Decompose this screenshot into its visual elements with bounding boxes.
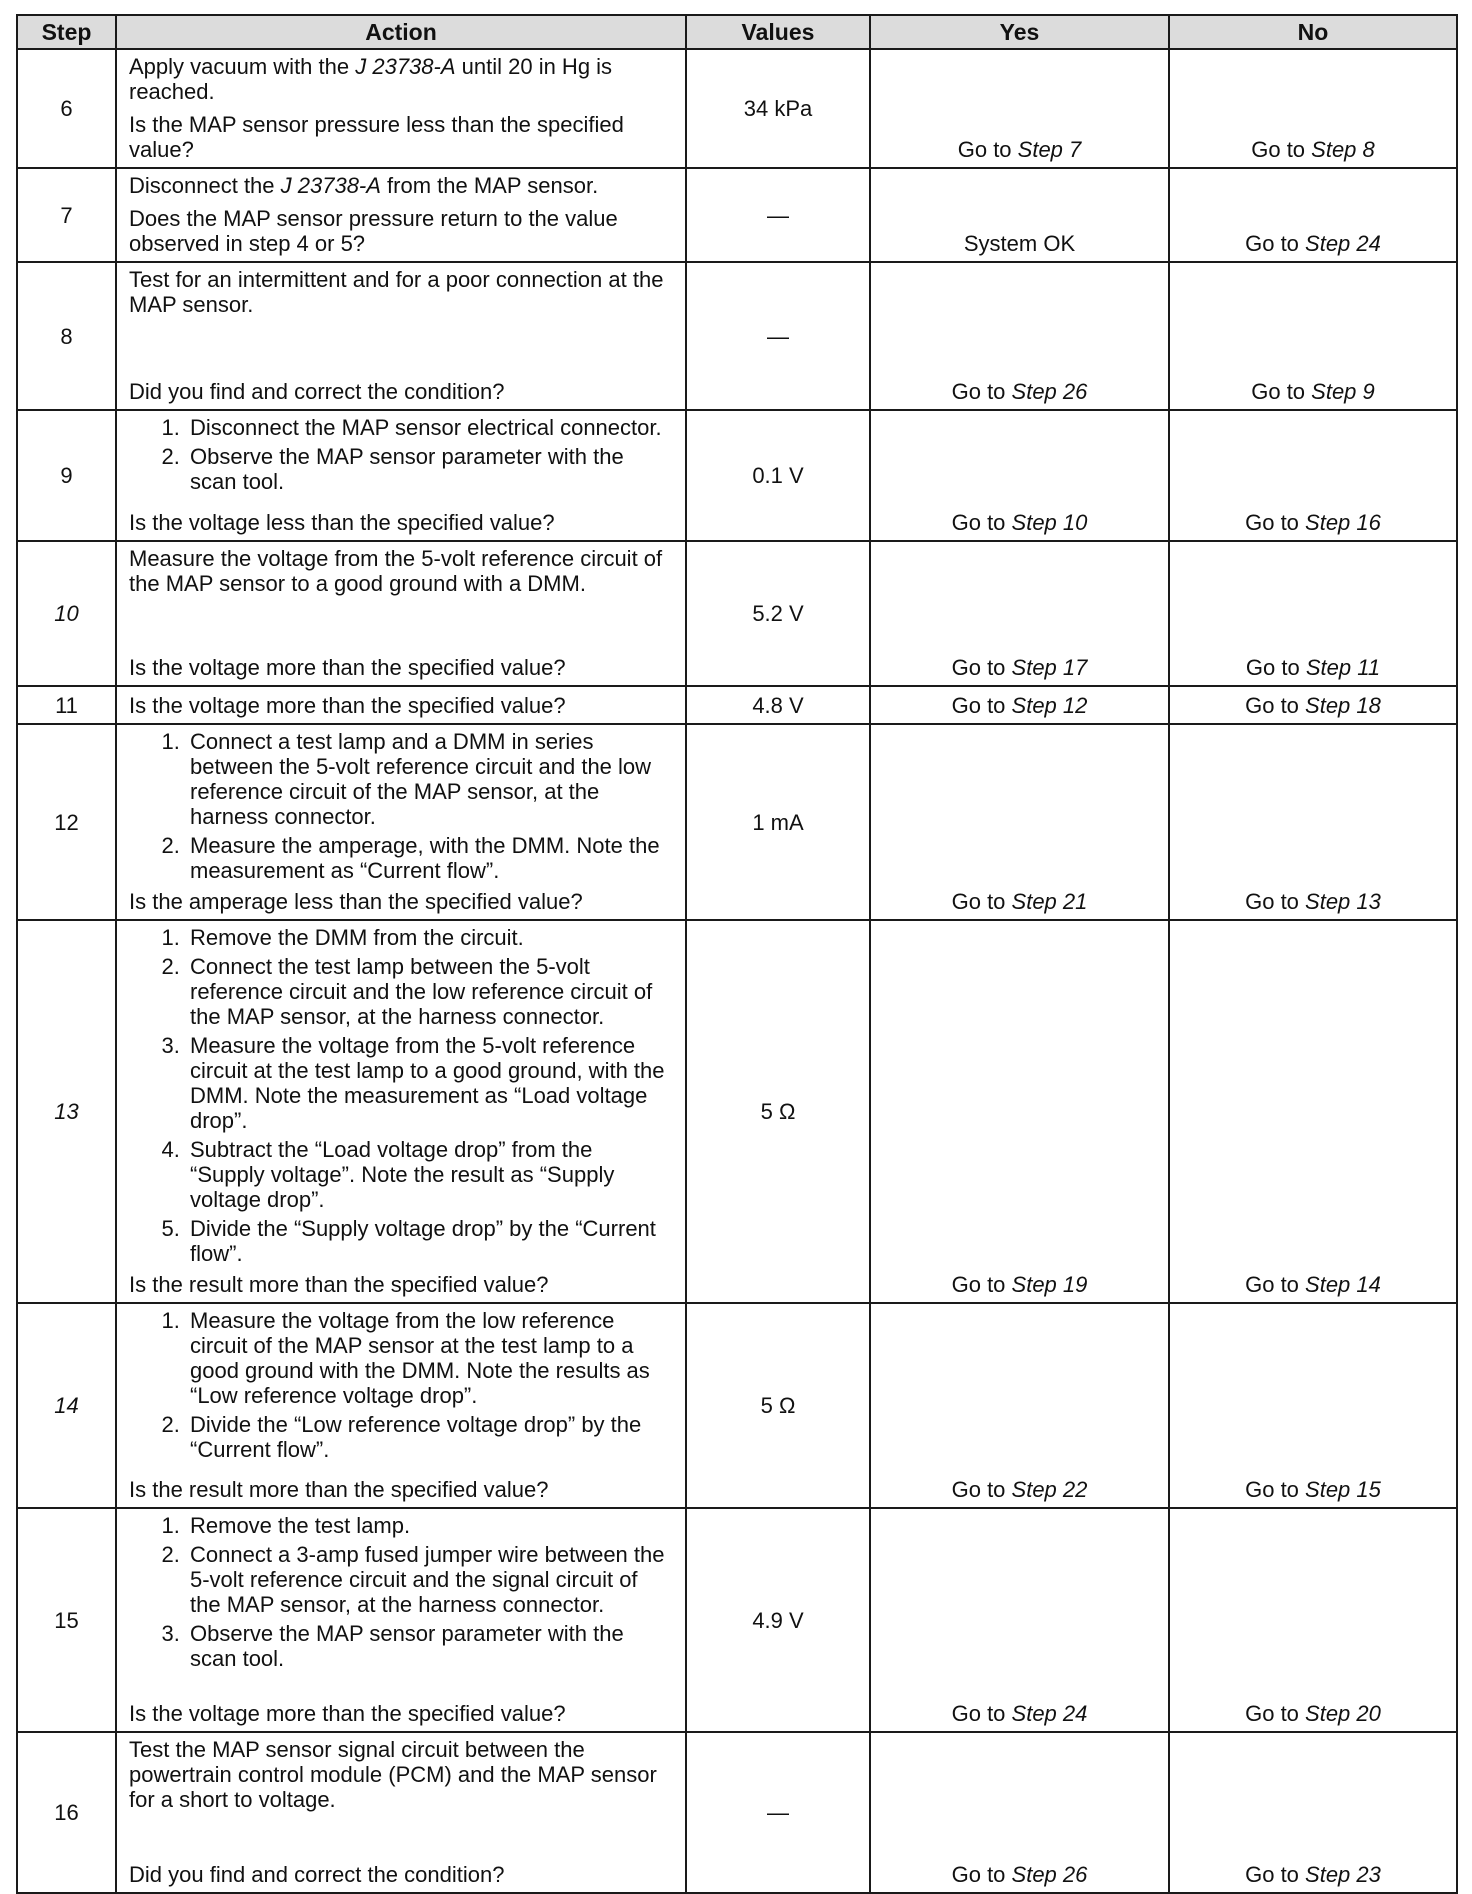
action-steps-list xyxy=(129,729,673,883)
action-question: Did you find and correct the condition? xyxy=(129,379,505,404)
yes-prefix: Go to xyxy=(951,379,1012,404)
yes-step-ref: Step 22 xyxy=(1011,1477,1088,1502)
header-action: Action xyxy=(116,15,686,49)
step-no-target xyxy=(1169,1508,1457,1732)
action-question: Is the result more than the specified value? xyxy=(129,1477,549,1502)
step-row xyxy=(17,541,1457,686)
no-prefix: Go to xyxy=(1245,693,1306,718)
yes-step-ref: Step 7 xyxy=(1017,137,1082,162)
no-prefix: Go to xyxy=(1251,379,1312,404)
step-yes-target xyxy=(870,541,1169,686)
step-no-target xyxy=(1169,724,1457,920)
step-row xyxy=(17,49,1457,168)
diagnostic-table xyxy=(16,14,1458,1894)
no-prefix: Go to xyxy=(1245,1272,1306,1297)
yes-step-ref: Step 17 xyxy=(1011,655,1088,680)
step-action xyxy=(116,49,686,168)
action-step-item: 1. Measure the voltage from the low reference circuit of the MAP sensor at the test lamp to a good ground with the DMM. Note the results as “Low reference voltage drop”. xyxy=(186,1308,673,1408)
action-question: Is the result more than the specified value? xyxy=(129,1272,549,1297)
step-no-target xyxy=(1169,410,1457,541)
no-step-ref: Step 20 xyxy=(1305,1701,1381,1726)
header-yes: Yes xyxy=(870,15,1169,49)
action-steps-list xyxy=(129,415,673,494)
step-no-target xyxy=(1169,168,1457,262)
tool-reference: J 23738-A xyxy=(280,173,381,198)
yes-prefix: Go to xyxy=(957,137,1018,162)
step-number: 8 xyxy=(17,262,116,410)
step-value: 1 mA xyxy=(686,724,870,920)
step-action xyxy=(116,168,686,262)
step-value: 5 Ω xyxy=(686,1303,870,1508)
step-row xyxy=(17,410,1457,541)
step-number: 10 xyxy=(17,541,116,686)
step-yes-target xyxy=(870,724,1169,920)
action-text: until 20 in Hg is reached. xyxy=(129,54,613,104)
action-instruction xyxy=(129,54,673,104)
step-number: 13 xyxy=(17,920,116,1303)
step-no-target xyxy=(1169,262,1457,410)
step-yes-target xyxy=(870,1303,1169,1508)
tool-reference: J 23738-A xyxy=(355,54,456,79)
action-steps-list xyxy=(129,925,673,1266)
step-yes-target xyxy=(870,686,1169,724)
no-step-ref: Step 18 xyxy=(1305,693,1381,718)
action-instruction: Test for an intermittent and for a poor connection at the MAP sensor. xyxy=(129,267,664,317)
step-action xyxy=(116,1732,686,1893)
step-row xyxy=(17,1508,1457,1732)
step-row xyxy=(17,686,1457,724)
header-values: Values xyxy=(686,15,870,49)
action-step-item: 2. Measure the amperage, with the DMM. Note the measurement as “Current flow”. xyxy=(186,833,673,883)
header-no: No xyxy=(1169,15,1457,49)
step-value: 5.2 V xyxy=(686,541,870,686)
action-step-item: 4. Subtract the “Load voltage drop” from the “Supply voltage”. Note the result as “Supply voltage drop”. xyxy=(186,1137,673,1212)
step-number: 15 xyxy=(17,1508,116,1732)
yes-prefix: Go to xyxy=(951,889,1012,914)
no-step-ref: Step 8 xyxy=(1311,137,1375,162)
action-text: from the MAP sensor. xyxy=(380,173,599,198)
step-no-target xyxy=(1169,920,1457,1303)
yes-prefix: Go to xyxy=(951,693,1012,718)
step-row xyxy=(17,920,1457,1303)
step-no-target xyxy=(1169,49,1457,168)
yes-prefix: Go to xyxy=(951,1272,1012,1297)
step-action xyxy=(116,410,686,541)
header-step: Step xyxy=(17,15,116,49)
yes-prefix: Go to xyxy=(951,1477,1012,1502)
step-action xyxy=(116,262,686,410)
no-step-ref: Step 24 xyxy=(1305,231,1381,256)
step-number: 12 xyxy=(17,724,116,920)
action-instruction: Measure the voltage from the 5-volt reference circuit of the MAP sensor to a good ground with a DMM. xyxy=(129,546,663,596)
action-question: Is the MAP sensor pressure less than the specified value? xyxy=(129,112,624,162)
action-step-item: 5. Divide the “Supply voltage drop” by the “Current flow”. xyxy=(186,1216,673,1266)
step-value: 4.8 V xyxy=(686,686,870,724)
step-row xyxy=(17,724,1457,920)
action-step-item: 1. Remove the test lamp. xyxy=(186,1513,673,1538)
step-no-target xyxy=(1169,541,1457,686)
no-step-ref: Step 23 xyxy=(1305,1862,1381,1887)
no-prefix: Go to xyxy=(1245,655,1306,680)
yes-prefix: Go to xyxy=(951,1862,1012,1887)
action-text: Disconnect the xyxy=(129,173,281,198)
action-step-item: 3. Observe the MAP sensor parameter with the scan tool. xyxy=(186,1621,673,1671)
action-step-item: 2. Connect a 3-amp fused jumper wire between the 5-volt reference circuit and the signal circuit of the MAP sensor, at the harness connector. xyxy=(186,1542,673,1617)
step-value: 0.1 V xyxy=(686,410,870,541)
step-number: 11 xyxy=(17,686,116,724)
no-step-ref: Step 15 xyxy=(1305,1477,1381,1502)
no-prefix: Go to xyxy=(1245,231,1306,256)
no-step-ref: Step 14 xyxy=(1305,1272,1381,1297)
action-step-item: 1. Disconnect the MAP sensor electrical connector. xyxy=(186,415,673,440)
action-step-item: 3. Measure the voltage from the 5-volt reference circuit at the test lamp to a good ground, with the DMM. Note the measurement as “Load voltage drop”. xyxy=(186,1033,673,1133)
step-action xyxy=(116,724,686,920)
yes-step-ref: Step 21 xyxy=(1011,889,1088,914)
yes-prefix: System OK xyxy=(963,231,1076,256)
no-prefix: Go to xyxy=(1245,1862,1306,1887)
step-number: 14 xyxy=(17,1303,116,1508)
yes-prefix: Go to xyxy=(951,510,1012,535)
step-yes-target xyxy=(870,262,1169,410)
action-question: Is the voltage more than the specified value? xyxy=(129,1701,566,1726)
no-step-ref: Step 13 xyxy=(1305,889,1381,914)
action-step-item: 1. Remove the DMM from the circuit. xyxy=(186,925,673,950)
no-step-ref: Step 16 xyxy=(1305,510,1381,535)
step-row xyxy=(17,1732,1457,1893)
step-value: — xyxy=(686,168,870,262)
yes-step-ref: Step 24 xyxy=(1011,1701,1088,1726)
step-yes-target xyxy=(870,49,1169,168)
no-prefix: Go to xyxy=(1245,510,1306,535)
action-question: Is the voltage less than the specified value? xyxy=(129,510,555,535)
no-prefix: Go to xyxy=(1245,1477,1306,1502)
step-value: — xyxy=(686,262,870,410)
step-no-target xyxy=(1169,1303,1457,1508)
action-question: Did you find and correct the condition? xyxy=(129,1862,505,1887)
step-number: 6 xyxy=(17,49,116,168)
yes-step-ref: Step 12 xyxy=(1011,693,1088,718)
yes-step-ref: Step 26 xyxy=(1011,379,1088,404)
step-action xyxy=(116,1303,686,1508)
yes-prefix: Go to xyxy=(951,655,1012,680)
step-number: 7 xyxy=(17,168,116,262)
step-no-target xyxy=(1169,1732,1457,1893)
step-action xyxy=(116,1508,686,1732)
no-step-ref: Step 11 xyxy=(1305,655,1381,680)
step-action xyxy=(116,920,686,1303)
step-number: 9 xyxy=(17,410,116,541)
yes-step-ref: Step 19 xyxy=(1011,1272,1088,1297)
step-row xyxy=(17,262,1457,410)
action-steps-list xyxy=(129,1308,673,1462)
step-value: 4.9 V xyxy=(686,1508,870,1732)
action-steps-list xyxy=(129,1513,673,1671)
step-yes-target xyxy=(870,1732,1169,1893)
action-step-item: 2. Connect the test lamp between the 5-volt reference circuit and the low reference circuit of the MAP sensor, at the harness connector. xyxy=(186,954,673,1029)
action-step-item: 2. Divide the “Low reference voltage drop” by the “Current flow”. xyxy=(186,1412,673,1462)
step-row xyxy=(17,1303,1457,1508)
step-no-target xyxy=(1169,686,1457,724)
yes-step-ref: Step 10 xyxy=(1011,510,1088,535)
step-value: 34 kPa xyxy=(686,49,870,168)
no-step-ref: Step 9 xyxy=(1311,379,1375,404)
action-step-item: 2. Observe the MAP sensor parameter with the scan tool. xyxy=(186,444,673,494)
step-yes-target xyxy=(870,920,1169,1303)
step-row xyxy=(17,168,1457,262)
yes-prefix: Go to xyxy=(951,1701,1012,1726)
action-text: Apply vacuum with the xyxy=(129,54,356,79)
step-action xyxy=(116,541,686,686)
yes-step-ref: Step 26 xyxy=(1011,1862,1088,1887)
step-action xyxy=(116,686,686,724)
action-instruction: Test the MAP sensor signal circuit between the powertrain control module (PCM) and the MAP sensor for a short to voltage. xyxy=(129,1737,657,1812)
no-prefix: Go to xyxy=(1251,137,1312,162)
step-yes-target xyxy=(870,1508,1169,1732)
action-question: Is the amperage less than the specified value? xyxy=(129,889,583,914)
step-value: — xyxy=(686,1732,870,1893)
action-question: Does the MAP sensor pressure return to the value observed in step 4 or 5? xyxy=(129,206,618,256)
action-step-item: 1. Connect a test lamp and a DMM in series between the 5-volt reference circuit and the low reference circuit of the MAP sensor, at the harness connector. xyxy=(186,729,673,829)
header-row xyxy=(17,15,1457,49)
no-prefix: Go to xyxy=(1245,889,1306,914)
action-instruction xyxy=(129,173,673,198)
step-yes-target xyxy=(870,168,1169,262)
step-yes-target xyxy=(870,410,1169,541)
step-number: 16 xyxy=(17,1732,116,1893)
no-prefix: Go to xyxy=(1245,1701,1306,1726)
action-question: Is the voltage more than the specified value? xyxy=(129,655,566,680)
step-value: 5 Ω xyxy=(686,920,870,1303)
action-question: Is the voltage more than the specified value? xyxy=(129,693,566,718)
